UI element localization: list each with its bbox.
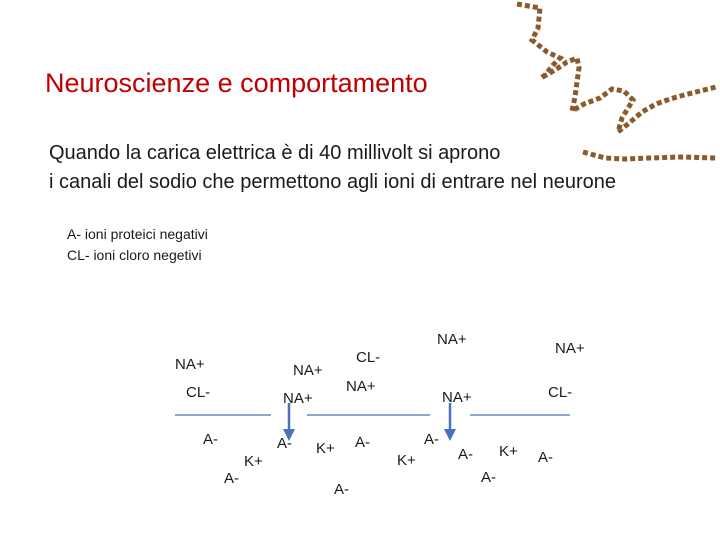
ion-label: A-	[481, 469, 496, 486]
ion-label: A-	[277, 435, 292, 452]
slide-title: Neuroscienze e comportamento	[45, 68, 428, 98]
ion-label: NA+	[346, 378, 376, 395]
underline-dashed-line	[583, 152, 716, 159]
arrow-down-icon	[444, 403, 456, 441]
intro-line: i canali del sodio che permettono agli ioni di entrare nel neurone	[49, 171, 617, 193]
ion-label: NA+	[283, 390, 313, 407]
ion-label: K+	[397, 452, 416, 469]
ion-label: A-	[424, 431, 439, 448]
ion-label: CL-	[186, 384, 211, 401]
legend-item: CL- ioni cloro negetivi	[67, 247, 202, 263]
intro-line: Quando la carica elettrica è di 40 millivolt si aprono	[49, 142, 501, 164]
ion-label: K+	[316, 440, 335, 457]
ion-label: NA+	[293, 362, 323, 379]
ion-label: A-	[355, 434, 370, 451]
ion-label: A-	[458, 446, 473, 463]
ion-label: A-	[538, 449, 553, 466]
ion-label: NA+	[175, 356, 205, 373]
legend-item: A- ioni proteici negativi	[67, 226, 208, 242]
ion-label: A-	[203, 431, 218, 448]
ion-label: K+	[499, 443, 518, 460]
ion-label: NA+	[442, 389, 472, 406]
decorative-dashed-line	[517, 4, 716, 132]
ion-label: CL-	[356, 349, 381, 366]
ion-label: NA+	[437, 331, 467, 348]
ion-label: CL-	[548, 384, 573, 401]
ion-label: A-	[224, 470, 239, 487]
ion-label: NA+	[555, 340, 585, 357]
ion-label: A-	[334, 481, 349, 498]
ion-label: K+	[244, 453, 263, 470]
